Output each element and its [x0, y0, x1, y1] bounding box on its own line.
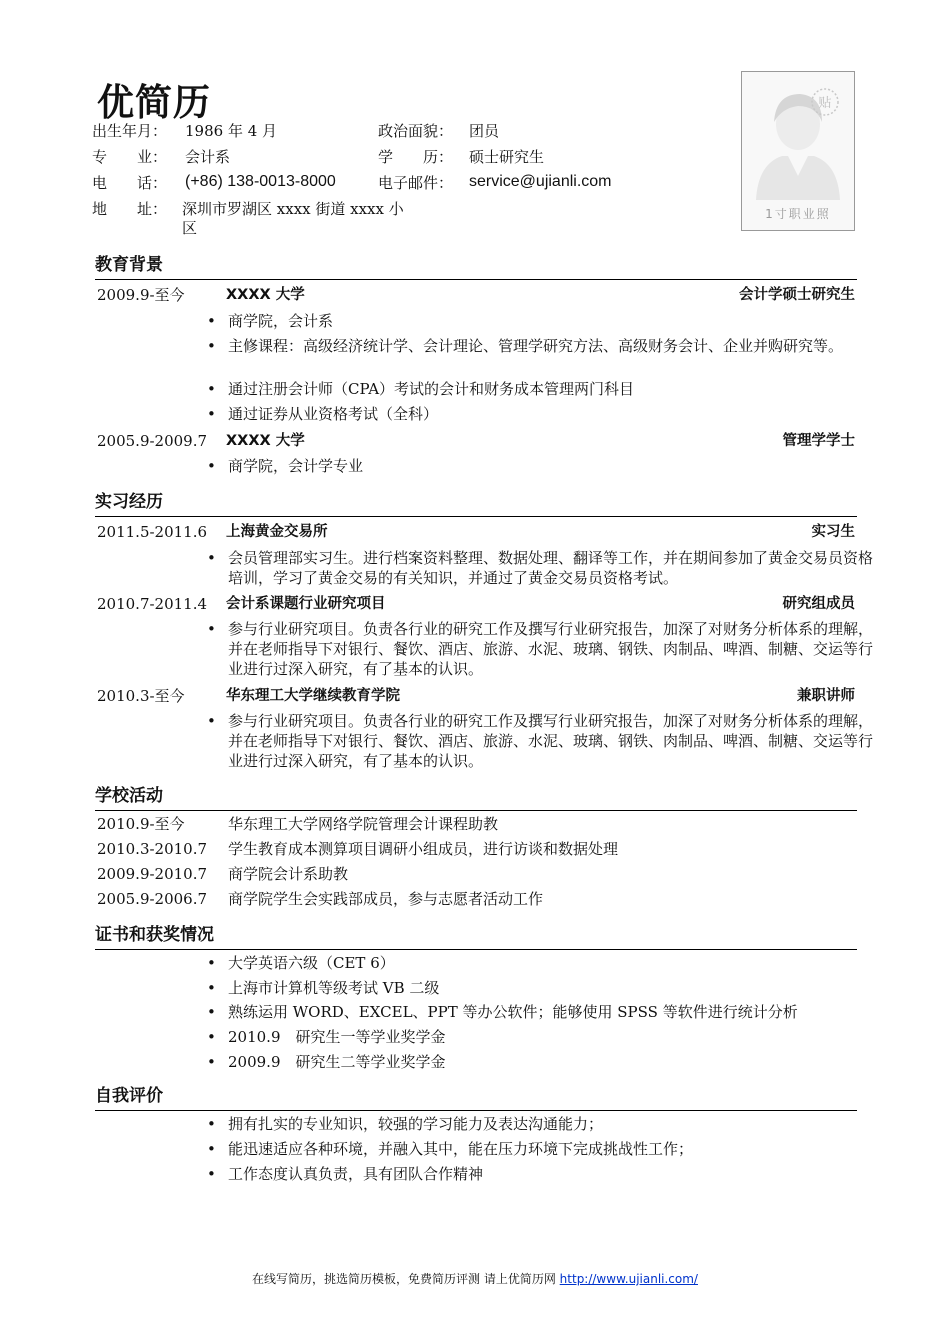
info-label-major: 专 业： [92, 148, 168, 166]
entry-org: XXXX 大学 [226, 287, 305, 303]
list-item: • 参与行业研究项目。负责各行业的研究工作及撰写行业研究报告，加深了对财务分析体系的理解，并在老师指导下对银行、餐饮、酒店、旅游、水泥、玻璃、钢铁、肉制品、啤酒、制糖、交运等行业进行过深入研究，有了基本的认识。 [207, 711, 873, 771]
resume-name: 优简历 [97, 81, 211, 124]
info-value-political: 团员 [469, 122, 500, 140]
activity-text: 学生教育成本测算项目调研小组成员，进行访谈和数据处理 [228, 840, 619, 858]
activity-row [97, 838, 857, 860]
photo-stamp: 贴 [818, 96, 832, 111]
list-item: • 熟练运用 WORD、EXCEL、PPT 等办公软件；能够使用 SPSS 等软件进行统计分析 [207, 1002, 873, 1022]
info-value-email: service@ujianli.com [469, 173, 612, 190]
list-item: • 拥有扎实的专业知识，较强的学习能力及表达沟通能力； [207, 1114, 873, 1134]
list-item: • 通过注册会计师（CPA）考试的会计和财务成本管理两门科目 [207, 379, 873, 399]
entry-date: 2010.3-至今 [97, 687, 185, 705]
photo-caption: 1寸职业照 [765, 207, 831, 221]
education-entry-header [97, 284, 857, 306]
activity-text: 华东理工大学网络学院管理会计课程助教 [228, 815, 499, 833]
info-label-address: 地 址： [92, 200, 168, 218]
entry-org: 华东理工大学继续教育学院 [226, 688, 400, 704]
activity-date: 2009.9-2010.7 [97, 865, 208, 883]
internship-entry-header [97, 685, 857, 707]
activity-text: 商学院会计系助教 [228, 865, 349, 883]
list-item: • 通过证券从业资格考试（全科） [207, 404, 873, 424]
list-item: • 上海市计算机等级考试 VB 二级 [207, 978, 873, 998]
entry-role: 研究组成员 [782, 596, 855, 612]
entry-org: XXXX 大学 [226, 433, 305, 449]
entry-date: 2005.9-2009.7 [97, 432, 208, 450]
list-item: • 主修课程：高级经济统计学、会计理论、管理学研究方法、高级财务会计、企业并购研究等。 [207, 336, 873, 356]
photo-placeholder [741, 71, 855, 231]
list-item: • 会员管理部实习生。进行档案资料整理、数据处理、翻译等工作，并在期间参加了黄金交易员资格培训，学习了黄金交易的有关知识，并通过了黄金交易员资格考试。 [207, 548, 873, 588]
footer [0, 1270, 950, 1287]
entry-role: 管理学学士 [782, 433, 855, 449]
footer-link[interactable]: http://www.ujianli.com/ [559, 1272, 698, 1286]
info-value-address: 深圳市罗湖区 xxxx 街道 xxxx 小区 [182, 200, 404, 237]
info-label-email: 电子邮件： [378, 174, 454, 192]
list-item: • 工作态度认真负责，具有团队合作精神 [207, 1164, 873, 1184]
activity-row [97, 813, 857, 835]
section-title-internship: 实习经历 [95, 491, 857, 517]
info-value-birth: 1986 年 4 月 [185, 122, 278, 140]
entry-role: 实习生 [811, 524, 855, 540]
list-item: • 大学英语六级（CET 6） [207, 953, 873, 973]
internship-entry-header [97, 593, 857, 615]
entry-org: 上海黄金交易所 [226, 524, 328, 540]
section-title-education: 教育背景 [95, 254, 857, 280]
section-title-self-evaluation: 自我评价 [95, 1085, 857, 1111]
activity-row [97, 888, 857, 910]
list-item: • 商学院，会计系 [207, 311, 873, 331]
activity-date: 2010.3-2010.7 [97, 840, 208, 858]
activity-date: 2010.9-至今 [97, 815, 185, 833]
info-value-degree: 硕士研究生 [469, 148, 545, 166]
info-label-birth: 出生年月： [92, 122, 168, 140]
list-item: • 2010.9 研究生一等学业奖学金 [207, 1027, 873, 1047]
activity-row [97, 863, 857, 885]
entry-date: 2011.5-2011.6 [97, 523, 208, 541]
section-title-activities: 学校活动 [95, 785, 857, 811]
entry-role: 会计学硕士研究生 [739, 287, 855, 303]
entry-role: 兼职讲师 [797, 688, 855, 704]
entry-org: 会计系课题行业研究项目 [226, 596, 386, 612]
info-label-degree: 学 历： [378, 148, 454, 166]
list-item: • 能迅速适应各种环境，并融入其中，能在压力环境下完成挑战性工作； [207, 1139, 873, 1159]
activity-date: 2005.9-2006.7 [97, 890, 208, 908]
list-item: • 2009.9 研究生二等学业奖学金 [207, 1052, 873, 1072]
info-value-phone: (+86) 138-0013-8000 [185, 173, 336, 190]
info-label-political: 政治面貌： [378, 122, 454, 140]
list-item: • 参与行业研究项目。负责各行业的研究工作及撰写行业研究报告，加深了对财务分析体系的理解，并在老师指导下对银行、餐饮、酒店、旅游、水泥、玻璃、钢铁、肉制品、啤酒、制糖、交运等行业进行过深入研究，有了基本的认识。 [207, 619, 873, 679]
info-value-major: 会计系 [185, 148, 231, 166]
education-entry-header [97, 430, 857, 452]
entry-date: 2010.7-2011.4 [97, 595, 208, 613]
entry-date: 2009.9-至今 [97, 286, 185, 304]
activity-text: 商学院学生会实践部成员，参与志愿者活动工作 [228, 890, 544, 908]
footer-text: 在线写简历，挑选简历模板，免费简历评测 请上优简历网 [252, 1272, 556, 1286]
internship-entry-header [97, 521, 857, 543]
list-item: • 商学院，会计学专业 [207, 456, 873, 476]
section-title-certificates: 证书和获奖情况 [95, 924, 857, 950]
info-label-phone: 电 话： [92, 174, 168, 192]
